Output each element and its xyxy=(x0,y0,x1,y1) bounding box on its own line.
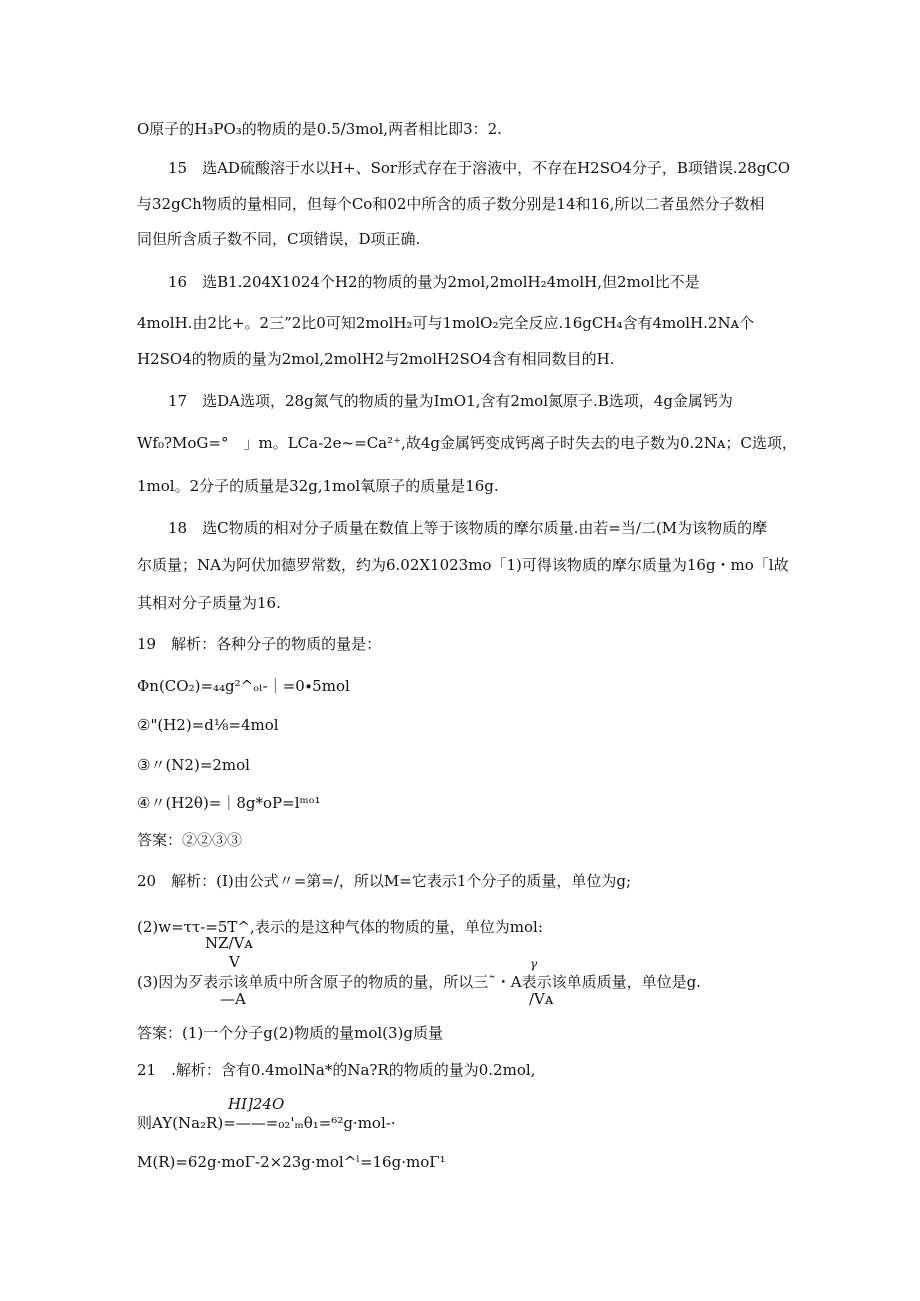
fraction-numerator: HI]24O xyxy=(228,1095,285,1113)
text-line: O原子的H₃PO₃的物质的是0.5/3mol,两者相比即3：2. xyxy=(137,120,502,138)
answer-18-line: 18 选C物质的相对分子质量在数值上等于该物质的摩尔质量.由若=当/二(M为该物质的摩 xyxy=(168,519,768,537)
text-line: H2SO4的物质的量为2mol,2molH2与2molH2SO4含有相同数目的H. xyxy=(137,350,615,368)
formula-line: ②"(H2)=d⅛=4mol xyxy=(137,716,279,734)
answer-line: 答案：(1)一个分子g(2)物质的量mol(3)g质量 xyxy=(137,1024,443,1042)
formula-line: Φn(CO₂)=₄₄g²^ₒₗ-｜=0∙5mol xyxy=(137,677,350,695)
text-line: 4molH.由2比+。2三”2比0可知2molH₂可与1molO₂完全反应.16gCH₄含有4molH.2Nᴀ个 xyxy=(137,314,755,332)
fraction-denominator: /Vᴀ xyxy=(529,990,554,1008)
fraction-numerator: V xyxy=(229,953,240,971)
answer-line: 答案：②②③③ xyxy=(137,831,243,849)
fraction-denominator: —A xyxy=(220,990,246,1008)
answer-19-line: 19 解析：各种分子的物质的量是： xyxy=(137,635,382,653)
formula-line: ④〃(H2θ)=｜8g*oP=lᵐᵒ¹ xyxy=(137,794,321,812)
text-line: 尔质量；NA为阿伏加德罗常数，约为6.02X1023mo「1)可得该物质的摩尔质量为16g・mo「l故 xyxy=(137,556,789,574)
text-line: (2)w=ττ-=5T^,表示的是这种气体的物质的量，单位为mol: xyxy=(137,918,543,936)
gamma-symbol: γ xyxy=(530,957,538,971)
answer-21-line: 21 .解析：含有0.4molNa*的Na?R的物质的量为0.2mol, xyxy=(137,1061,536,1079)
text-line: 与32gCh物质的量相同，但每个Co和02中所含的质子数分别是14和16,所以二者虽然分子数相 xyxy=(137,195,765,213)
formula-line: 则AY(Na₂R)=——=₀₂'ₘθ₁=⁶²g·mol-· xyxy=(137,1114,396,1132)
text-line: 同但所含质子数不同，C项错误，D项正确. xyxy=(137,230,421,248)
answer-20-line: 20 解析：(I)由公式〃=第=/，所以M=它表示1个分子的质量，单位为g; xyxy=(137,872,632,890)
text-line: Wf₀?MoG=° 」m。LCa-2e~=Ca²⁺,故4g金属钙变成钙离子时失去的电子数为0.2Nᴀ；C选项， xyxy=(137,434,797,452)
formula-line: M(R)=62g·moΓ-2×23g·mol^ˡ=16g·moΓ¹ xyxy=(137,1153,446,1171)
text-line: 其相对分子质量为16. xyxy=(137,594,281,612)
fraction-denominator: NZ/Vᴀ xyxy=(205,934,253,952)
answer-17-line: 17 选DA选项，28g氮气的物质的量为ImO1,含有2mol氮原子.B选项，4g金属钙为 xyxy=(168,392,733,410)
text-line: 1mol。2分子的质量是32g,1mol氧原子的质量是16g. xyxy=(137,477,499,495)
text-line: (3)因为歹表示该单质中所含原子的物质的量，所以三˜・A表示该单质质量，单位是g. xyxy=(137,973,701,991)
answer-15-line: 15 选AD硫酸溶于水以H+、Sor形式存在于溶液中，不存在H2SO4分子，B项错误.28gCO xyxy=(168,159,791,177)
answer-16-line: 16 选B1.204X1024个H2的物质的量为2mol,2molH₂4molH,但2mol比不是 xyxy=(168,273,700,291)
formula-line: ③〃(N2)=2mol xyxy=(137,756,250,774)
